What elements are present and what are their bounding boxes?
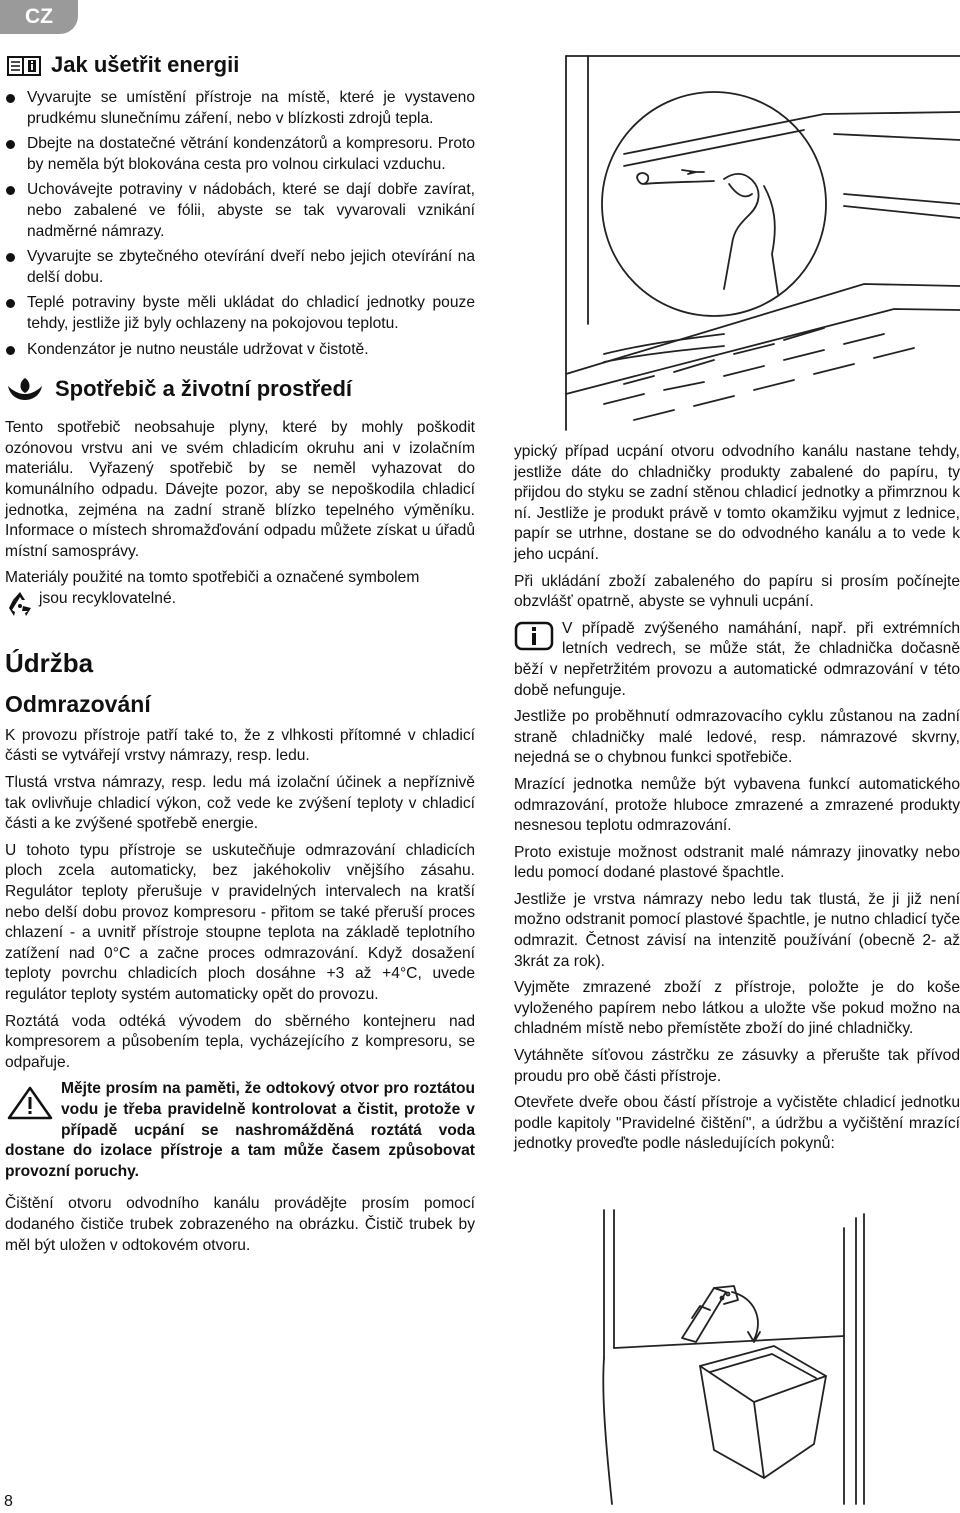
- right-paragraph-4: Mrazící jednotka nemůže být vybavena funkcí automatického odmrazování, protože hluboce zmrazené a zmrazené produkty nesnesou teplotu odmrazování.: [514, 775, 960, 835]
- drain-cleaner-illustration: [564, 1208, 960, 1508]
- recycle-text: Materiály použité na tomto spotřebiči a označené symbolem: [5, 569, 420, 587]
- book-info-icon: [5, 52, 45, 78]
- environment-heading: [5, 374, 475, 404]
- fridge-drain-illustration: [564, 54, 960, 434]
- info-box-icon: [514, 621, 554, 651]
- right-paragraph-5: Proto existuje možnost odstranit malé námrazy jinovatky nebo ledu pomocí dodané plastové špachtle.: [514, 843, 960, 882]
- list-item: Uchovávejte potraviny v nádobách, které se dají dobře zavírat, nebo zabalené ve fólii, abyste se tak vyvarovali vznikání nadměrné námrazy.: [5, 180, 475, 242]
- defrost-paragraph-5: Čištění otvoru odvodního kanálu provádějte prosím pomocí dodaného čističe trubek zobrazeného na obrázku. Čistič trubek by měl být uložen v odtokovém otvoru.: [5, 1195, 475, 1254]
- bullet-dot: [6, 94, 15, 103]
- bullet-dot: [6, 346, 15, 355]
- right-paragraph-8: Vytáhněte síťovou zástrčku ze zásuvky a přerušte tak přívod proudu pro obě části přístroje.: [514, 1047, 960, 1085]
- right-column: [514, 442, 960, 1161]
- warning-triangle-icon: [5, 1085, 55, 1121]
- info-text: V případě zvýšeného namáhání, např. při extrémních letních vedrech, se může stát, že chladnička dočasně běží v nepřetržitém provozu a automatické odmrazování v této době nefunguje.: [514, 619, 960, 699]
- info-block: [514, 619, 960, 707]
- recycle-text-end: jsou recyklovatelné.: [39, 589, 176, 607]
- warning-text: Mějte prosím na paměti, že odtokový otvor pro roztátou vodu je třeba pravidelně kontrolovat a čistit, protože v případě ucpání se nashromážděná roztátá voda dostane do izolace přístroje a tam může časem způsobovat provozní poruchy.: [5, 1080, 475, 1180]
- right-paragraph-2: Při ukládání zboží zabaleného do papíru si prosím počínejte obzvlášť opatrně, abyste se vyhnuli ucpání.: [514, 572, 960, 611]
- language-tab: [0, 0, 78, 34]
- recycle-row: [5, 589, 475, 624]
- leaf-hands-icon: [5, 374, 45, 404]
- environment-title: Spotřebič a životní prostředí: [55, 376, 353, 402]
- defrost-paragraph-1: K provozu přístroje patří také to, že z vlhkosti přítomné v chladicí části se vytvářejí vrstvy námrazy, resp. ledu.: [5, 726, 475, 765]
- list-item: Vyvarujte se umístění přístroje na místě, které je vystaveno prudkému slunečnímu záření, nebo v blízkosti zdrojů tepla.: [5, 88, 475, 129]
- energy-heading: [5, 52, 475, 78]
- right-paragraph-6: Jestliže je vrstva námrazy nebo ledu tak tlustá, že ji již není možno odstranit pomocí plastové špachtle, je nutno chladicí tyče odmrazit. Četnost závisí na intenzitě používání (obecně 2- až 3krát za rok).: [514, 890, 960, 970]
- list-item: Teplé potraviny byste měli ukládat do chladicí jednotky pouze tehdy, jestliže již byly ochlazeny na pokojovou teplotu.: [5, 293, 475, 334]
- right-paragraph-7: Vyjměte zmrazené zboží z přístroje, položte je do koše vyloženého papírem nebo látkou a uložte vše pokud možno na chladném místě nebo přemístěte zboží do jiné chladničky.: [514, 979, 960, 1038]
- right-paragraph-1: ypický případ ucpání otvoru odvodního kanálu nastane tehdy, jestliže dáte do chladničky produkty zabalené do papíru, ty přijdou do styku se zadní stěnou chladicí jednotky a přimrznou k ní. Jestliže je produkt právě v tomto okamžiku vyjmut z lednice, papír se utrhne, dostane se do odvodného kanálu a to vede k jeho ucpání.: [514, 443, 960, 563]
- list-item: Kondenzátor je nutno neustále udržovat v čistotě.: [5, 340, 475, 361]
- page-number: 8: [4, 1493, 13, 1510]
- language-label: CZ: [25, 5, 53, 28]
- defrost-paragraph-4: Roztátá voda odtéká vývodem do sběrného kontejneru nad kompresorem a působením tepla, vycházejícího z kompresoru, se odpařuje.: [5, 1012, 475, 1071]
- warning-block: [5, 1079, 475, 1188]
- left-column: [5, 52, 475, 1262]
- energy-bullet-list: [5, 88, 475, 360]
- right-paragraph-3: Jestliže po proběhnutí odmrazovacího cyklu zůstanou na zadní straně chladničky malé ledové, resp. námrazové skvrny, nejedná se o chybnou funkci spotřebiče.: [514, 708, 960, 767]
- list-item: Vyvarujte se zbytečného otevírání dveří nebo jejich otevírání na delší dobu.: [5, 247, 475, 288]
- list-item: Dbejte na dostatečné větrání kondenzátorů a kompresoru. Proto by neměla být blokována cesta pro volnou cirkulaci vzduchu.: [5, 134, 475, 175]
- right-paragraph-9: Otevřete dveře obou částí přístroje a vyčistěte chladicí jednotku podle kapitoly "Pravidelné čištění", a údržbu a vyčištění mrazící jednotky proveďte podle následujících pokynů:: [514, 1094, 960, 1153]
- defrost-subtitle: Odmrazování: [5, 690, 151, 717]
- bullet-dot: [6, 186, 15, 195]
- bullet-dot: [6, 140, 15, 149]
- bullet-dot: [6, 299, 15, 308]
- environment-paragraph: Tento spotřebič neobsahuje plyny, které by mohly poškodit ozónovou vrstvu ani ve svém chladicím okruhu ani v izolačním materiálu. Vyřazený spotřebič by se neměl vyhazovat do komunálního odpadu. Dávejte pozor, aby se nepoškodila chladicí jednotka, zejména na zadní straně blízko tepelného výměníku. Informace o místech shromažďování odpadu můžete získat u úřadů místní samosprávy.: [5, 419, 475, 560]
- recycle-icon: [5, 589, 35, 619]
- maintenance-title: Údržba: [5, 647, 94, 678]
- defrost-paragraph-2: Tlustá vrstva námrazy, resp. ledu má izolační účinek a nepříznivě tak ovlivňuje chladicí výkon, což vede ke zvýšení teploty v chladicí části a ke zvýšené spotřebě energie.: [5, 774, 475, 833]
- defrost-paragraph-3: U tohoto typu přístroje se uskutečňuje odmrazování chladicích ploch zcela automaticky, bez jakéhokoliv vnějšího zásahu. Regulátor teploty přerušuje v pravidelných intervalech na kratší nebo delší dobu provoz kompresoru - přitom se také přeruší proces chlazení - a uvnitř přístroje stoupne teplota na základě teplotního zatížení nad 0°C a začne proces odmrazování. Když dosažení teploty povrchu chladicích ploch dosáhne +3 až +4°C, uvede regulátor teploty systém automaticky opět do provozu.: [5, 841, 475, 1003]
- energy-title: Jak ušetřit energii: [51, 52, 240, 77]
- bullet-dot: [6, 253, 15, 262]
